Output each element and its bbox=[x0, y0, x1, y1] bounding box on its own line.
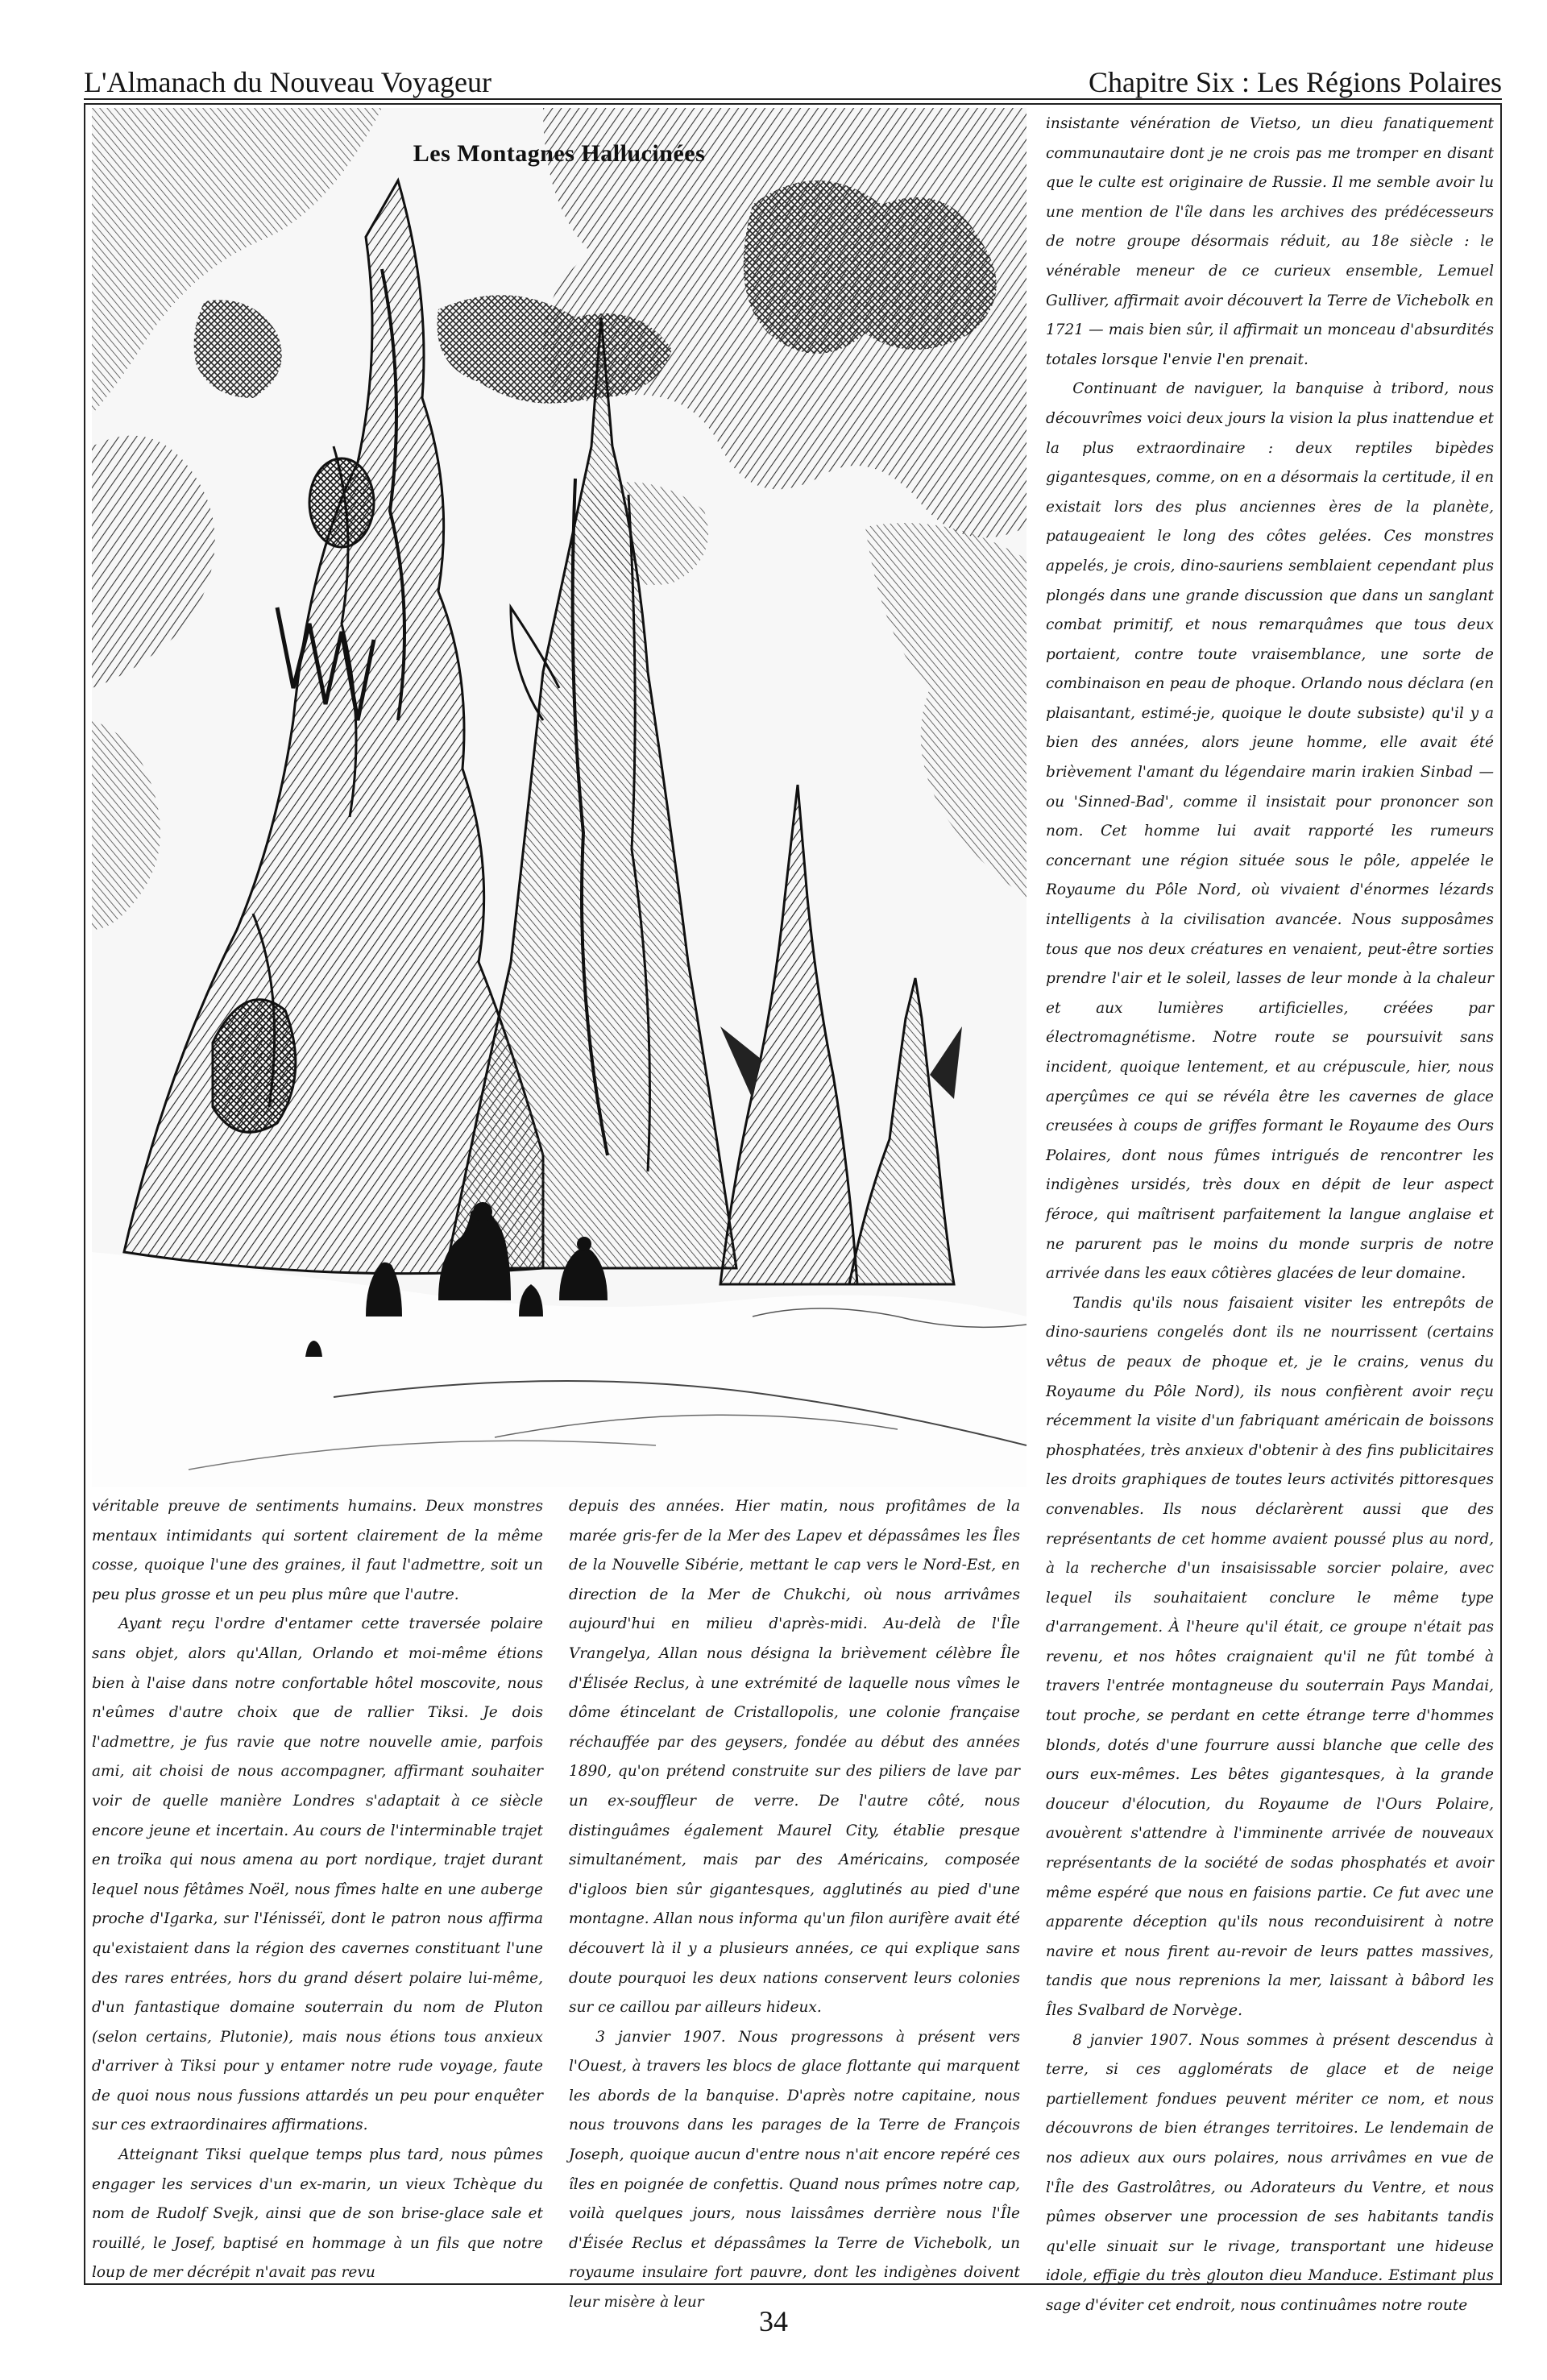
paragraph: 3 janvier 1907. Nous progressons à présent vers l'Ouest, à travers les blocs de glace flottante qui marquent les abords de la banquise. D'après notre capitaine, nous nous trouvons dans les parages de la Terre de François Joseph, quoique aucun d'entre nous n'ait encore repéré ces îles en poignée de confettis. Quand nous prîmes notre cap, voilà quelques jours, nous laissâmes derrière nous l'Île d'Éisée Reclus et dépassâmes la Terre de Vichebolk, un royaume insulaire fort pauvre, dont les indigènes doivent leur misère à leur bbox=[569, 2028, 1020, 2312]
illustration-title: Les Montagnes Hallucinées bbox=[413, 140, 706, 167]
paragraph: véritable preuve de sentiments humains. Deux monstres mentaux intimidants qui sortent clairement de la même cosse, quoique l'une des graines, il faut l'admettre, soit un peu plus grosse et un peu plus mûre que l'autre. bbox=[92, 1498, 543, 1603]
text-column-left bbox=[92, 1492, 543, 2282]
pen-and-ink-mountains-illustration-icon bbox=[92, 108, 1026, 1487]
paragraph: Atteignant Tiksi quelque temps plus tard, nous pûmes engager les services d'un ex-marin, un vieux Tchèque du nom de Rudolf Svejk, ainsi que de son brise-glace sale et rouillé, le Josef, baptisé en hommage à un fils que notre loup de mer décrépit n'avait pas revu bbox=[92, 2146, 543, 2282]
header-rule bbox=[84, 98, 1502, 100]
paragraph: Tandis qu'ils nous faisaient visiter les entrepôts de dino-sauriens congelés dont ils ne nourrissent (certains vêtus de peaux de phoque et, je le crains, venus du Royaume du Pôle Nord), ils nous confièrent avoir reçu récemment la visite d'un fabriquant américain de boissons phosphatées, très anxieux d'obtenir à des fins publicitaires les droits graphiques de toutes leurs activités pittoresques convenables. Ils nous déclarèrent aussi que des représentants de cet homme avaient poussé plus au nord, à la recherche d'un insaisissable sorcier polaire, avec lequel ils souhaitaient conclure le même type d'arrangement. À l'heure qu'il était, ce groupe n'était pas revenu, et nos hôtes craignaient qu'il ne fût tombé à travers l'entrée montagneuse du souterrain Pays Mandai, tout proche, se perdant en cette étrange terre d'hommes blonds, dotés d'une fourrure aussi blanche que celle des ours eux-mêmes. Les bêtes gigantesques, à la grande douceur d'élocution, du Royaume de l'Ours Polaire, avouèrent s'attendre à l'imminente arrivée de nouveaux représentants de la société de sodas phosphatés et avoir même espéré que nous en faisions partie. Ce fut avec une apparente déception qu'ils nous reconduisirent à notre navire et nous firent au-revoir de leurs pattes massives, tandis que nous reprenions la mer, laissant à bâbord les Îles Svalbard de Norvège. bbox=[1046, 1294, 1494, 2019]
paragraph: insistante vénération de Vietso, un dieu fanatiquement communautaire dont je ne crois pas me tromper en disant que le culte est originaire de Russie. Il me semble avoir lu une mention de l'île dans les archives des prédécesseurs de notre groupe désormais réduit, au 18e siècle : le vénérable meneur de ce curieux ensemble, Lemuel Gulliver, affirmait avoir découvert la Terre de Vichebolk en 1721 — mais bien sûr, il affirmait un monceau d'absurdités totales lorsque l'envie l'en prenait. bbox=[1046, 115, 1494, 368]
text-column-middle bbox=[569, 1492, 1020, 2312]
running-head-left: L'Almanach du Nouveau Voyageur bbox=[84, 66, 492, 98]
paragraph: depuis des années. Hier matin, nous profitâmes de la marée gris-fer de la Mer des Lapev et dépassâmes les Îles de la Nouvelle Sibérie, mettant le cap vers le Nord-Est, en direction de la Mer de Chukchi, où nous arrivâmes aujourd'hui en milieu d'après-midi. Au-delà de l'Île Vrangelya, Allan nous désigna la brièvement célèbre Île d'Élisée Reclus, à une extrémité de laquelle nous vîmes le dôme étincelant de Cristallopolis, une colonie française réchauffée par des geysers, fondée au début des années 1890, qu'on prétend construite sur des piliers de lave par un ex-souffleur de verre. De l'autre côté, nous distinguâmes également Maurel City, établie presque simultanément, mais par des Américains, composée d'igloos bien sûr gigantesques, agglutinés au pied d'une montagne. Allan nous informa qu'un filon aurifère avait été découvert là il y a plusieurs années, ce qui explique sans doute pourquoi les deux nations conservent leurs colonies sur ce caillou par ailleurs hideux. bbox=[569, 1498, 1020, 2017]
paragraph: Ayant reçu l'ordre d'entamer cette traversée polaire sans objet, alors qu'Allan, Orlando et moi-même étions bien à l'aise dans notre confortable hôtel moscovite, nous n'eûmes d'autre choix que de rallier Tiksi. Je dois l'admettre, je fus ravie que notre nouvelle amie, parfois ami, ait choisi de nous accompagner, affirmant souhaiter voir de quelle manière Londres s'adaptait à ce siècle encore jeune et incertain. Au cours de l'interminable trajet en troïka qui nous amena au port nordique, trajet durant lequel nous fêtâmes Noël, nous fîmes halte en une auberge proche d'Igarka, sur l'Iénisséï, dont le patron nous affirma qu'existaient dans la région des cavernes constituant l'une des rares entrées, hors du grand désert polaire lui-même, d'un fantastique domaine souterrain du nom de Pluton (selon certains, Plutonie), mais nous étions tous anxieux d'arriver à Tiksi pour y entamer notre rude voyage, faute de quoi nous nous fussions attardés un peu pour enquêter sur ces extraordinaires affirmations. bbox=[92, 1615, 543, 2134]
running-head bbox=[84, 52, 1502, 97]
paragraph: Continuant de naviguer, la banquise à tribord, nous découvrîmes voici deux jours la vision la plus inattendue et la plus extraordinaire : deux reptiles bipèdes gigantesques, comme, on en a désormais la certitude, il en existait lors des plus anciennes ères de la planète, pataugeaient le long des côtes gelées. Ces monstres appelés, je crois, dino-sauriens semblaient cependant plus plongés dans une grande discussion que dans un sanglant combat primitif, et nous remarquâmes que tous deux portaient, contre toute vraisemblance, une sorte de combinaison en peau de phoque. Orlando nous déclara (en plaisantant, estimé-je, quoique le doute subsiste) qu'il y a bien des années, alors jeune homme, elle avait été brièvement l'amant du légendaire marin irakien Sinbad — ou 'Sinned-Bad', comme il insistait pour prononcer son nom. Cet homme lui avait rapporté les rumeurs concernant une région située sous le pôle, appelée le Royaume du Pôle Nord, où vivaient d'énormes lézards intelligents à la civilisation avancée. Nous supposâmes tous que nos deux créatures en venaient, peut-être sorties prendre l'air et le soleil, lasses de leur monde à la chaleur et aux lumières artificielles, créées par électromagnétisme. Notre route se poursuivit sans incident, quoique lentement, et au crépuscule, hier, nous aperçûmes ce qui se révéla être les cavernes de glace creusées à coups de griffes formant le Royaume des Ours Polaires, dont nous fûmes intrigués de rencontrer les indigènes ursidés, très doux en dépit de leur aspect féroce, qui maîtrisent parfaitement la langue anglaise et ne parurent pas le moins du monde surpris de notre arrivée dans les eaux côtières glacées de leur domaine. bbox=[1046, 380, 1494, 1283]
paragraph: 8 janvier 1907. Nous sommes à présent descendus à terre, si ces agglomérats de glace et de neige partiellement fondues peuvent mériter ce nom, et nous découvrons de bien étranges territoires. Le lendemain de nos adieux aux ours polaires, nous arrivâmes en vue de l'Île des Gastrolâtres, ou Adorateurs du Ventre, et nous pûmes observer une procession de ses habitants tandis qu'elle sinuait sur le rivage, transportant une hideuse idole, effigie du très glouton dieu Manduce. Estimant plus sage d'éviter cet endroit, nous continuâmes notre route bbox=[1046, 2031, 1494, 2314]
illustration bbox=[92, 108, 1026, 1487]
running-head-right: Chapitre Six : Les Régions Polaires bbox=[1089, 66, 1502, 98]
text-column-right bbox=[1046, 110, 1494, 2314]
page-number: 34 bbox=[759, 2305, 788, 2337]
